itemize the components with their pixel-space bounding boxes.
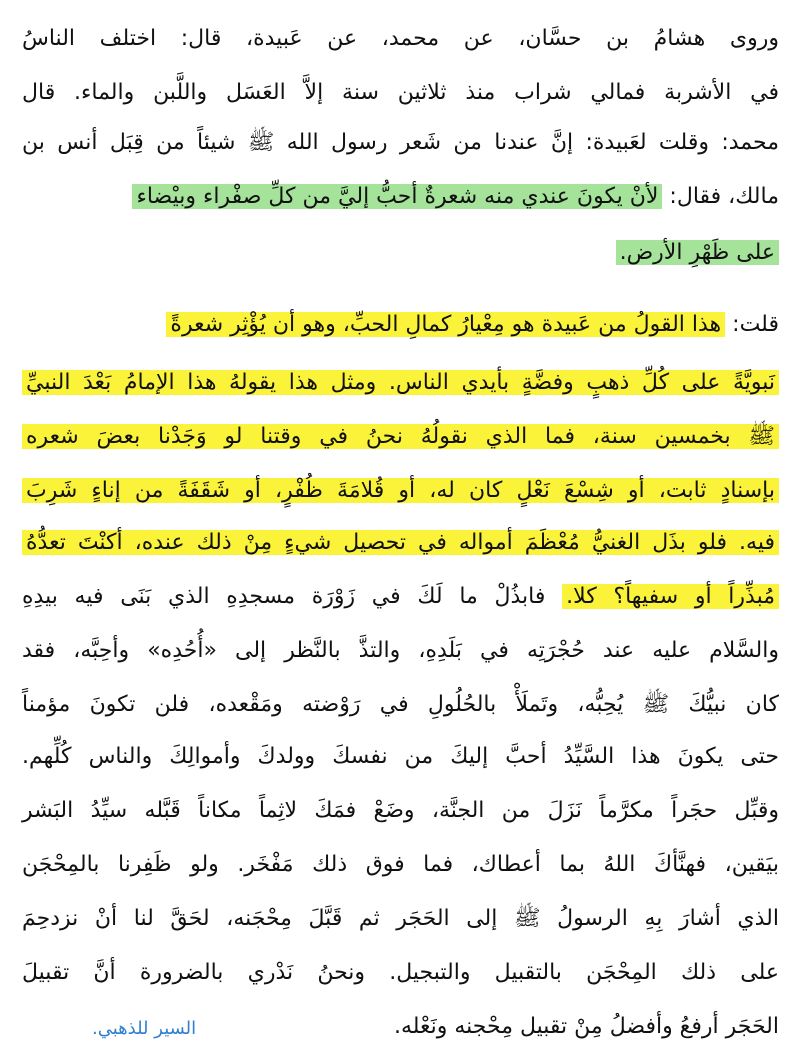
- line-text: حتى يكونَ هذا السَّيِّدُ أحبَّ إليكَ من نفسكَ وولدكَ وأموالِكَ والناس كُلِّهم.: [22, 744, 779, 769]
- highlighted-text: هذا القولُ من عَبيدة هو مِعْيارُ كمالِ الحبِّ، وهو أن يُؤْثِر شعرةً: [166, 312, 725, 337]
- highlighted-text: فيه. فلو بذَل الغنيُّ مُعْظَمَ أمواله في تحصيل شيءٍ مِنْ ذلك عنده، أكنْتَ تعدُّهُ: [22, 530, 779, 555]
- highlighted-text: لأنْ يكونَ عندي منه شعرةٌ أحبُّ إليَّ من كلِّ صفْراء وبيْضاء: [132, 184, 662, 209]
- line-text: وقبِّل حجَراً مكرَّماً نَزَلَ من الجنَّة، وضَعْ فمَكَ لاثِماً مكاناً قَبَّله سيِّدُ البَشر: [22, 798, 779, 823]
- text-line: [22, 180, 779, 214]
- text-line: [22, 366, 779, 400]
- text-line: [22, 634, 779, 668]
- text-line: [22, 740, 779, 774]
- text-line: [22, 848, 779, 882]
- text-line: [22, 126, 779, 160]
- highlighted-text: بإسنادٍ ثابت، أو شِسْعَ نَعْلٍ كان له، أو قُلامَةَ ظُفْرٍ، أو شَقَفَةً من إناءٍ شَرِبَ: [22, 478, 779, 503]
- highlighted-text: نَبويَّةً على كُلِّ ذهبٍ وفضَّةٍ بأيدي الناس. ومثل هذا يقولهُ هذا الإمامُ بَعْدَ النبيِّ: [22, 370, 779, 395]
- text-line: [22, 236, 779, 270]
- line-text: وروى هشامُ بن حسَّان، عن محمد، عن عَبيدة، قال: اختلف الناسُ: [22, 26, 779, 51]
- text-line: [22, 580, 779, 614]
- text-line: [22, 420, 779, 454]
- highlighted-text: مُبذِّراً أو سفيهاً؟ كلا.: [562, 584, 779, 609]
- line-text: كان نبيُّكَ ﷺ يُحِبُّه، وتَملَأْ بالحُلُولِ في رَوْضته ومَقْعده، فلن تكونَ مؤمناً: [22, 692, 779, 717]
- line-text: مالك، فقال:: [669, 184, 779, 209]
- line-text: في الأشربة فمالي شراب منذ ثلاثين سنة إلاَّ العَسَل واللَّبن والماء. قال: [22, 80, 779, 105]
- line-text: محمد: وقلت لعَبيدة: إنَّ عندنا من شَعر رسول الله ﷺ شيئاً من قِبَل أنس بن: [22, 130, 779, 155]
- line-text: قلت:: [732, 312, 779, 337]
- line-text: الذي أشارَ بِهِ الرسولُ ﷺ إلى الحَجَر ثم قَبَّلَ مِحْجَنه، لحَقَّ لنا أنْ نزدحِمَ: [22, 906, 779, 931]
- source-note: السير للذهبي.: [92, 1018, 197, 1039]
- text-line: [22, 794, 779, 828]
- text-line: [22, 902, 779, 936]
- line-text: الحَجَر أرفعُ وأفضلُ مِنْ تقبيل مِحْجنه ونَعْله.: [393, 1014, 779, 1039]
- text-line: [22, 688, 779, 722]
- text-line: [22, 526, 779, 560]
- text-line: [22, 76, 779, 110]
- text-line: [22, 22, 779, 56]
- line-text: فابذُلْ ما لَكَ في زَوْرَة مسجدِهِ الذي بَنَى فيه بيدِهِ: [22, 584, 546, 609]
- highlighted-text: ﷺ بخمسين سنة، فما الذي نقولُهُ نحنُ في وقتنا لو وَجَدْنا بعضَ شعره: [22, 424, 779, 449]
- text-line: [22, 956, 779, 990]
- line-text: على ذلك المِحْجَن بالتقبيل والتبجيل. ونحنُ نَدْري بالضرورة أنَّ تقبيلَ: [22, 960, 779, 985]
- text-line: [22, 308, 779, 342]
- text-line: [22, 474, 779, 508]
- highlighted-text: على ظَهْرِ الأرض.: [616, 240, 779, 265]
- line-text: والسَّلام عليه عند حُجْرَتِه في بَلَدِهِ، والتذَّ بالنَّظر إلى «أُحُدِه» وأحِبَّه، فقد: [22, 638, 779, 663]
- line-text: بيَقين، فهنَّأكَ اللهُ بما أعطاك، فما فوق ذلك مَفْخَر. ولو ظَفِرنا بالمِحْجَن: [22, 852, 779, 877]
